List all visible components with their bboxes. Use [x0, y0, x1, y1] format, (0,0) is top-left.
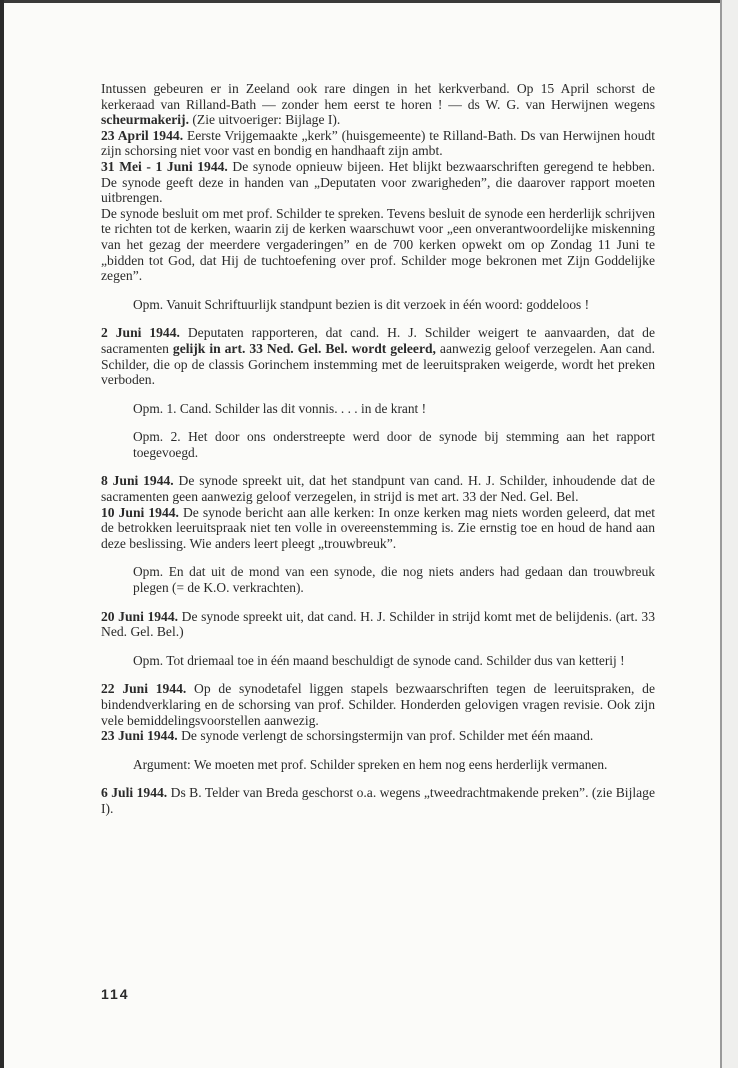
paragraph: 23 April 1944. Eerste Vrijgemaakte „kerk” (huisgemeente) te Rilland-Bath. Ds van Herwijnen houdt zijn schorsing niet voor vast en bondig en handhaaft zijn ambt.: [101, 127, 655, 159]
paragraph: 23 Juni 1944. De synode verlengt de schorsingstermijn van prof. Schilder met één maand.: [101, 728, 594, 744]
scan-margin-right: [722, 0, 738, 1068]
scan-edge-left: [0, 0, 4, 1068]
scan-edge-top: [0, 0, 738, 3]
paragraph: 10 Juni 1944. De synode bericht aan alle kerken: In onze kerken mag niets worden geleerd, dat met de betrokken leeruitspraak niet ten volle in overeenstemming is. Zie ernstig toe en houd de hand aan deze beslissing. Wie anders leert pleegt „trouwbreuk”.: [101, 504, 656, 551]
note: Argument: We moeten met prof. Schilder spreken en hem nog eens herderlijk vermanen.: [133, 756, 608, 772]
note: Opm. 2. Het door ons onderstreepte werd door de synode bij stemming aan het rapport toegevoegd.: [133, 429, 655, 460]
paragraph: 31 Mei - 1 Juni 1944. De synode opnieuw bijeen. Het blijkt bezwaarschriften geregend te hebben. De synode geeft deze in handen van „Deputaten voor zwarigheden”, die daarover rapport moeten uitbrengen.: [101, 158, 655, 206]
note: Opm. En dat uit de mond van een synode, die nog niets anders had gedaan dan trouwbreuk plegen (= de K.O. verkrachten).: [133, 564, 655, 596]
note: Opm. Tot driemaal toe in één maand beschuldigt de synode cand. Schilder dus van ketterij !: [133, 652, 625, 668]
scan-edge-right: [720, 0, 722, 1068]
paragraph: 6 Juli 1944. Ds B. Telder van Breda geschorst o.a. wegens „tweedrachtmakende preken”. (zie Bijlage I).: [101, 785, 655, 816]
paragraph: 22 Juni 1944. Op de synodetafel liggen stapels bezwaarschriften tegen de leeruitspraken, de bindendverklaring en de schorsing van prof. Schilder. Honderden gelovigen vragen revisie. Ook zijn vele bemiddelingsvoorstellen aanwezig.: [101, 681, 655, 728]
page-number: 114: [101, 986, 130, 1002]
paragraph: 8 Juni 1944. De synode spreekt uit, dat het standpunt van cand. H. J. Schilder, inhoudende dat de sacramenten geen aanwezig geloof verzegelen, in strijd is met art. 33 der Ned. Gel. Bel.: [101, 473, 656, 505]
page-body: [101, 81, 655, 817]
note: Opm. Vanuit Schriftuurlijk standpunt bezien is dit verzoek in één woord: goddeloos !: [133, 296, 590, 312]
note: Opm. 1. Cand. Schilder las dit vonnis. . . . in de krant !: [133, 400, 427, 416]
paragraph: De synode besluit om met prof. Schilder te spreken. Tevens besluit de synode een herderlijk schrijven te richten tot de kerken, waarin zij de kerken waarschuwt voor „een onverantwoordelijke miskenning van het gezag der meerdere vergaderingen” en de 700 kerken opwekt om op Zondag 11 Juni te „bidden tot God, dat Hij de tuchtoefening over prof. Schilder moge bekronen met Zijn Goddelijke zegen”.: [101, 205, 655, 284]
paragraph: 20 Juni 1944. De synode spreekt uit, dat cand. H. J. Schilder in strijd komt met de belijdenis. (art. 33 Ned. Gel. Bel.): [101, 608, 656, 640]
paragraph: Intussen gebeuren er in Zeeland ook rare dingen in het kerkverband. Op 15 April schorst de kerkeraad van Rilland-Bath — zonder hem eerst te horen ! — ds W. G. van Herwijnen wegens scheurmakerij. (Zie uitvoeriger: Bijlage I).: [101, 81, 655, 128]
paragraph: 2 Juni 1944. Deputaten rapporteren, dat cand. H. J. Schilder weigert te aanvaarden, dat de sacramenten gelijk in art. 33 Ned. Gel. Bel. wordt geleerd, aanwezig geloof verzegelen. Aan cand. Schilder, die op de classis Gorinchem instemming met de leeruitspraken weigerde, wordt het preken verboden.: [101, 325, 655, 388]
